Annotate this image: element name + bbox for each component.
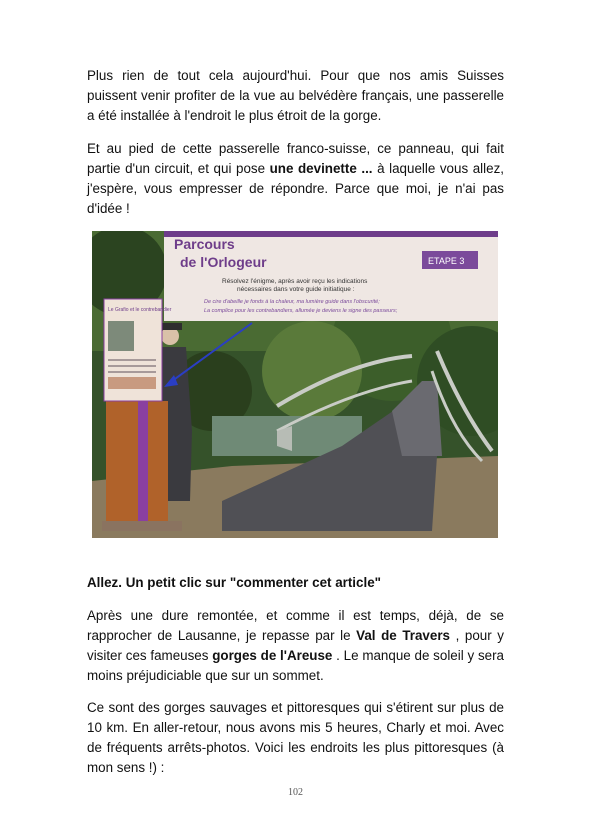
paragraph-3-text-c: . Le manque de soleil y sera moins préjudiciable que sur un sommet.	[87, 648, 505, 683]
sign-line2: nécessaires dans votre guide initiatique :	[237, 286, 355, 293]
paragraph-2	[87, 139, 504, 219]
section-heading: Allez. Un petit clic sur "commenter cet article"	[87, 575, 381, 590]
small-sign-title: Le Grafio et le contrebandier	[108, 307, 172, 313]
paragraph-3-text-b: , pour y visiter ces fameuses	[87, 628, 504, 663]
paragraph-2-bold: une devinette ...	[269, 161, 373, 176]
paragraph-3-bold-1: Val de Travers	[356, 628, 450, 643]
paragraph-3-bold-2: gorges de l'Areuse	[212, 648, 333, 663]
sign-line4: La complice pour les contrebandiers, allumée je deviens le signe des passeurs;	[204, 308, 398, 314]
page-number: 102	[288, 787, 303, 798]
paragraph-3-text-a: Après une dure remontée, et comme il est temps, déjà, de se rapprocher de Lausanne, je repasse par le	[87, 608, 504, 643]
paragraph-4: Ce sont des gorges sauvages et pittoresques qui s'étirent sur plus de 10 km. En aller-retour, nous avons mis 5 heures, Charly et moi. Avec de fréquents arrêts-photos. Voici les endroits les plus pittoresques (à mon sens !) :	[87, 700, 504, 775]
sign-title-line2: de l'Orlogeur	[180, 254, 267, 270]
bridge-photo	[92, 231, 498, 538]
paragraph-1: Plus rien de tout cela aujourd'hui. Pour que nos amis Suisses puissent venir profiter de la vue au belvédère français, une passerelle a été installée à l'endroit le plus étroit de la gorge.	[87, 68, 504, 123]
sign-line3: De cire d'abeille je fonds à la chaleur, ma lumière guide dans l'obscurité;	[204, 299, 380, 305]
paragraph-2-text-a: Et au pied de cette passerelle franco-suisse, ce panneau, qui fait partie d'un circuit, et qui pose	[87, 141, 504, 176]
sign-title-line1: Parcours	[174, 236, 235, 252]
sign-stage: ETAPE 3	[428, 256, 465, 266]
paragraph-2-text-b: à laquelle vous allez, j'espère, vous empresser de répondre. Parce que moi, je n'ai pas d'idée !	[87, 161, 504, 216]
paragraph-3	[87, 606, 504, 686]
sign-line1: Résolvez l'énigme, après avoir reçu les indications	[222, 278, 368, 285]
